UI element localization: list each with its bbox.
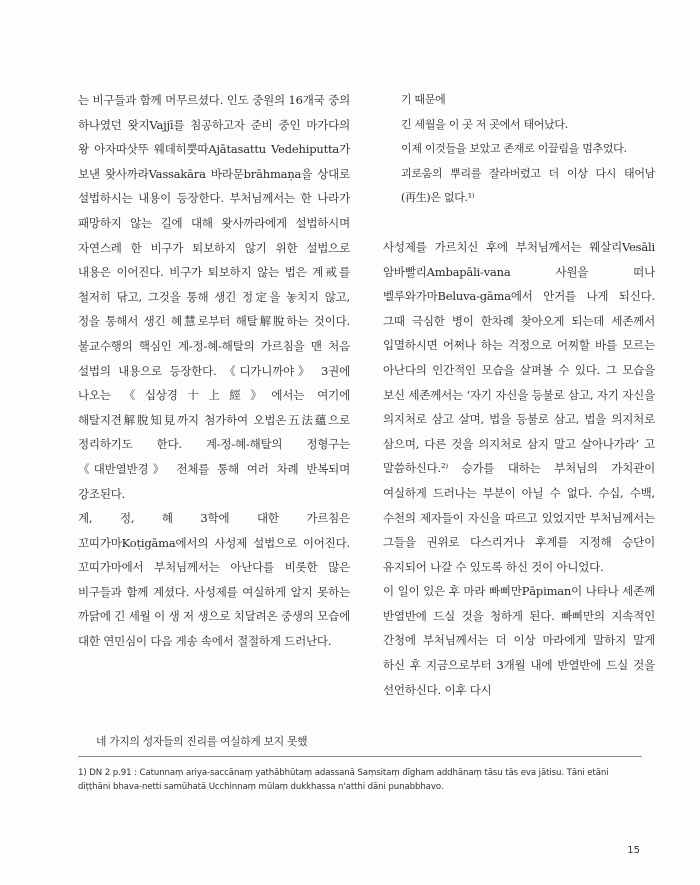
verse-line: 네 가지의 성자들의 진리를 여실하게 보지 못했 — [96, 735, 308, 748]
verse-line: 기 때문에 — [401, 93, 446, 106]
verse-line: 괴로움의 뿌리를 잘라버렸고 더 이상 다시 태어남(再生)은 없다.¹⁾ — [401, 166, 655, 205]
right-column — [383, 88, 655, 702]
body-paragraph: 계, 정, 혜 3학에 대한 가르침은 꼬띠가마Koṭigāma에서의 사성제 설법으로 이어진다. 꼬띠가마에서 부처님께서는 아난다를 비롯한 많은 비구들과 함께 계셨다. 사성제를 여실하게 알지 못하는 까닭에 긴 세월 이 생 저 생으로 치달려온 중생의 모습에 대한 연민심이 다음 게송 속에서 절절하게 드러난다. — [78, 511, 350, 649]
verse-opening — [78, 730, 350, 755]
footnote: 1) DN 2 p.91 : Catunnaṃ ariya-saccānaṃ yathābhūtaṃ adassanā Saṃsitaṃ dīgham addhānaṃ tāsu tās eva jātisu. Tāni etāni diṭṭhāni bhava-netti samūhatā Ucchinnaṃ mūlaṃ dukkhassa n'atthi dāni punabbhavo. — [78, 768, 609, 792]
body-paragraph: 이 일이 있은 후 마라 빠삐만Pāpiman이 나타나 세존께 반열반에 드실 것을 청하게 된다. 빠삐만의 지속적인 간청에 부처님께서는 더 이상 마라에게 말하지 말게 하신 후 지금으로부터 3개월 내에 반열반에 드실 것을 선언하신다. 이후 다시 — [383, 584, 655, 697]
body-paragraph: 는 비구들과 함께 머무르셨다. 인도 중원의 16개국 중의 하나였던 왓지Vajjī를 침공하고자 준비 중인 마가다의 왕 아자따삿뚜 웨데히뿟따Ajātasattu Vedehiputta가 보낸 왓사까라Vassakāra 바라문brāhmaṇa을 상대로 설법하시는 내용이 등장한다. 부처님께서는 한 나라가 패망하지 않는 길에 대해 왓사까라에게 설법하시며 자연스레 한 비구가 퇴보하지 않기 위한 설법으로 내용은 이어진다. 비구가 퇴보하지 않는 법은 계戒를 철저히 닦고, 그것을 통해 생긴 정定을 놓치지 않고, 정을 통해서 생긴 혜慧로부터 해탈解脫하는 것이다. 불교수행의 핵심인 계-정-혜-해탈의 가르침을 맨 처음 설법의 내용으로 등장한다. 《디가니까야》 3권에 나오는 《십상경十上經》에서는 여기에 해탈지견解脫知見까지 첨가하여 오법온五法蘊으로 정리하기도 한다. 계-정-혜-해탈의 정형구는 《대반열반경》 전체를 통해 여러 차례 반복되며 강조된다. — [78, 93, 350, 501]
page-number: 15 — [627, 845, 640, 856]
verse-line: 긴 세월을 이 곳 저 곳에서 태어났다. — [401, 117, 568, 131]
verse-spacer — [383, 211, 655, 235]
verse-line: 이제 이것들을 보았고 존재로 이끌림을 멈추었다. — [401, 142, 627, 156]
left-column — [78, 88, 350, 654]
footnote-divider — [78, 756, 642, 757]
body-paragraph: 사성제를 가르치신 후에 부처님께서는 웨살리Vesāli 암바빨리Ambapāli-vana 사원을 떠나 벨루와가마Beluva-gāma에서 안거를 나게 되신다. 그때 극심한 병이 한차례 찾아오게 되는데 세존께서 입멸하시면 어쩌나 하는 걱정으로 어찌할 바를 모르는 아난다의 인간적인 모습을 살펴볼 수 있다. 그 모습을 보신 세존께서는 ‘자기 자신을 등불로 삼고, 자기 자신을 의지처로 삼고 살며, 법을 등불로 삼고, 법을 의지처로 삼으며, 다른 것을 의지처로 삼지 말고 살아나가라’ 고 말씀하신다.²⁾ 승가를 대하는 부처님의 가치관이 여실하게 드러나는 부분이 아닐 수 없다. 수십, 수백, 수천의 제자들이 자신을 따르고 있었지만 부처님께서는 그들을 권위로 다스리거나 후계를 지정해 승단이 유지되어 나갈 수 있도록 하신 것이 아니었다. — [383, 239, 655, 574]
